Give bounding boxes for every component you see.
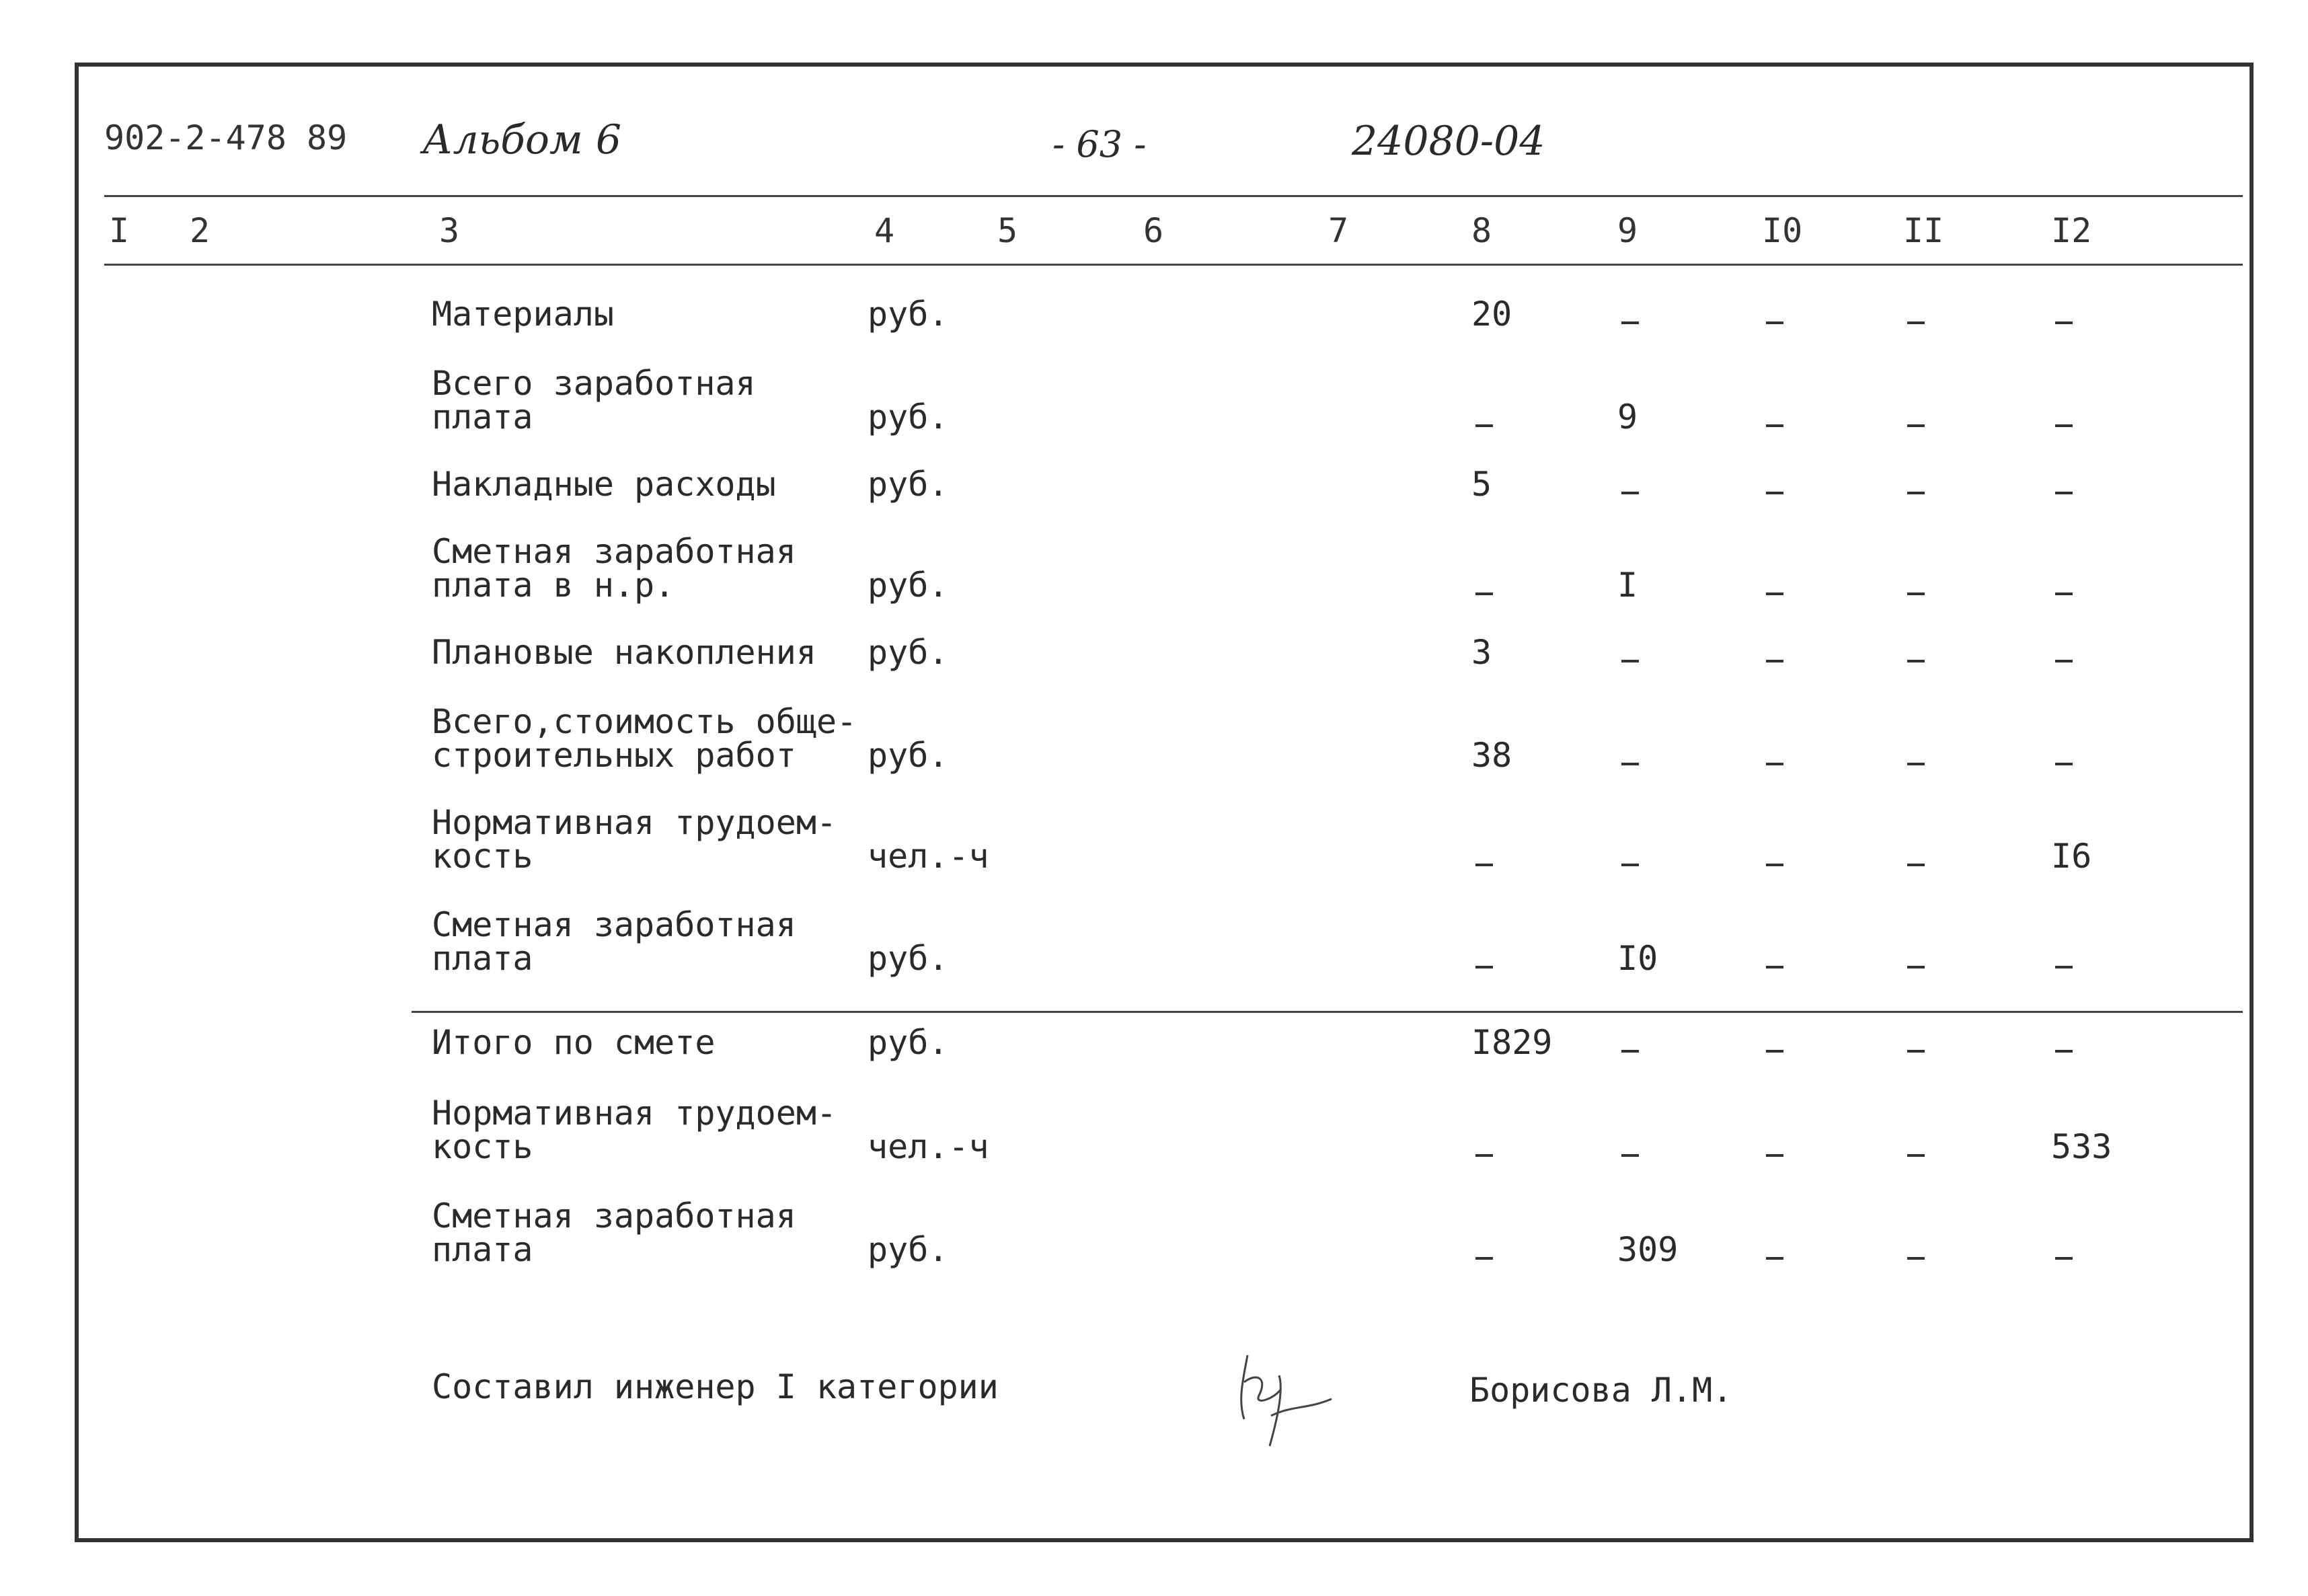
empty-cell-dash [1766, 660, 1783, 662]
row-unit: руб. [868, 295, 949, 334]
header-rule-top [104, 195, 2243, 197]
column-number-11: II [1903, 211, 1944, 250]
empty-cell-dash [2055, 1257, 2073, 1260]
row-unit: руб. [868, 397, 949, 436]
empty-cell-dash [1907, 1154, 1925, 1157]
handwritten-signature [1217, 1335, 1338, 1456]
cell-value-c12: I6 [2051, 837, 2092, 876]
column-number-8: 8 [1471, 211, 1492, 250]
empty-cell-dash [1475, 593, 1493, 595]
row-label: Всего заработная плата [432, 364, 756, 436]
album-label: Альбом 6 [422, 116, 622, 163]
empty-cell-dash [1621, 492, 1639, 494]
empty-cell-dash [2055, 763, 2073, 765]
empty-cell-dash [1907, 1050, 1925, 1053]
empty-cell-dash [1621, 1154, 1639, 1157]
document-number: 24080-04 [1352, 118, 1545, 165]
empty-cell-dash [1907, 864, 1925, 866]
empty-cell-dash [1907, 763, 1925, 765]
column-number-1: I [109, 211, 130, 250]
empty-cell-dash [1475, 1257, 1493, 1260]
empty-cell-dash [2055, 1050, 2073, 1053]
column-number-4: 4 [874, 211, 895, 250]
cell-value-c9: 309 [1617, 1230, 1679, 1269]
row-unit: руб. [868, 633, 949, 672]
row-unit: руб. [868, 1230, 949, 1269]
project-code: 902-2-478 89 [104, 118, 348, 157]
empty-cell-dash [1621, 660, 1639, 662]
empty-cell-dash [2055, 424, 2073, 427]
cell-value-c9: I0 [1617, 939, 1658, 978]
row-unit: руб. [868, 1023, 949, 1062]
empty-cell-dash [2055, 966, 2073, 968]
empty-cell-dash [1766, 1257, 1783, 1260]
row-label: Сметная заработная плата в н.р. [432, 532, 796, 605]
cell-value-c9: 9 [1617, 397, 1638, 436]
column-number-7: 7 [1328, 211, 1349, 250]
column-number-5: 5 [997, 211, 1018, 250]
row-label: Накладные расходы [432, 465, 776, 504]
empty-cell-dash [1766, 492, 1783, 494]
column-number-12: I2 [2051, 211, 2092, 250]
empty-cell-dash [1907, 321, 1925, 324]
empty-cell-dash [1766, 966, 1783, 968]
empty-cell-dash [1907, 966, 1925, 968]
empty-cell-dash [1766, 321, 1783, 324]
cell-value-c8: 38 [1471, 736, 1512, 775]
column-number-9: 9 [1617, 211, 1638, 250]
empty-cell-dash [1766, 864, 1783, 866]
empty-cell-dash [1766, 593, 1783, 595]
empty-cell-dash [1475, 864, 1493, 866]
empty-cell-dash [2055, 593, 2073, 595]
row-label: Нормативная трудоем- кость [432, 1094, 837, 1166]
empty-cell-dash [1621, 1050, 1639, 1053]
column-number-6: 6 [1143, 211, 1164, 250]
row-label: Всего,стоимость обще- строительных работ [432, 702, 857, 775]
empty-cell-dash [1621, 864, 1639, 866]
empty-cell-dash [2055, 321, 2073, 324]
empty-cell-dash [1907, 424, 1925, 427]
empty-cell-dash [1907, 1257, 1925, 1260]
empty-cell-dash [1766, 1050, 1783, 1053]
empty-cell-dash [1907, 492, 1925, 494]
compiled-by-text: Составил инженер I категории [432, 1367, 999, 1406]
empty-cell-dash [1475, 424, 1493, 427]
empty-cell-dash [1907, 660, 1925, 662]
cell-value-c9: I [1617, 566, 1638, 605]
empty-cell-dash [1766, 424, 1783, 427]
cell-value-c12: 533 [2051, 1127, 2112, 1166]
row-unit: руб. [868, 939, 949, 978]
empty-cell-dash [2055, 660, 2073, 662]
row-unit: руб. [868, 465, 949, 504]
empty-cell-dash [1621, 321, 1639, 324]
empty-cell-dash [1475, 1154, 1493, 1157]
row-unit: руб. [868, 566, 949, 605]
row-unit: чел.-ч [868, 1127, 989, 1166]
empty-cell-dash [1766, 763, 1783, 765]
row-label: Сметная заработная плата [432, 1196, 796, 1269]
row-label: Плановые накопления [432, 633, 816, 672]
row-label: Сметная заработная плата [432, 905, 796, 978]
cell-value-c8: 20 [1471, 295, 1512, 334]
cell-value-c8: 3 [1471, 633, 1492, 672]
row-label: Материалы [432, 295, 614, 334]
compiler-name: Борисова Л.М. [1469, 1371, 1733, 1410]
total-separator-rule [412, 1011, 2243, 1013]
empty-cell-dash [2055, 492, 2073, 494]
header-rule-bottom [104, 264, 2243, 266]
cell-value-c8: I829 [1471, 1023, 1553, 1062]
cell-value-c8: 5 [1471, 465, 1492, 504]
row-unit: руб. [868, 736, 949, 775]
row-label: Итого по смете [432, 1023, 716, 1062]
page-frame [75, 63, 2254, 1542]
row-unit: чел.-ч [868, 837, 989, 876]
empty-cell-dash [1907, 593, 1925, 595]
page-number: - 63 - [1052, 123, 1147, 165]
empty-cell-dash [1475, 966, 1493, 968]
row-label: Нормативная трудоем- кость [432, 803, 837, 876]
column-number-3: 3 [439, 211, 460, 250]
empty-cell-dash [1621, 763, 1639, 765]
column-number-10: I0 [1762, 211, 1803, 250]
column-number-2: 2 [190, 211, 210, 250]
empty-cell-dash [1766, 1154, 1783, 1157]
